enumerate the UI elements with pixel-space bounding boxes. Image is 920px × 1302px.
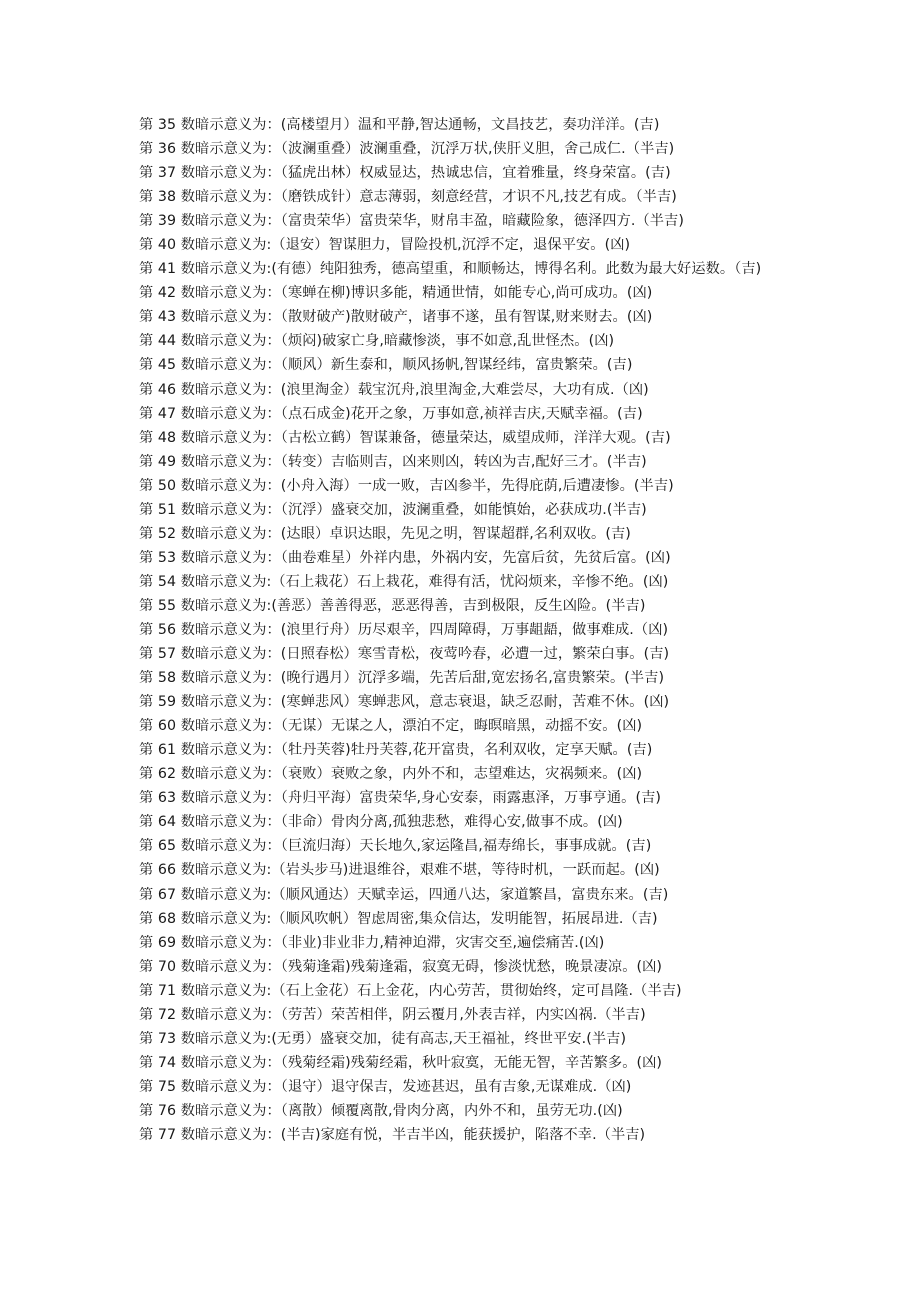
text-line: 第 43 数暗示意义为：（散财破产)散财破产，诸事不遂，虽有智谋,财来财去。(凶)	[139, 309, 653, 326]
text-line: 第 56 数暗示意义为：(浪里行舟）历尽艰辛，四周障碍，万事龃龉，做事难成.（凶)	[139, 621, 669, 638]
text-line: 第 61 数暗示意义为：（牡丹芙蓉)牡丹芙蓉,花开富贵，名利双收，定享天赋。(吉)	[139, 742, 653, 759]
text-line: 第 35 数暗示意义为：(高楼望月）温和平静,智达通畅，文昌技艺，奏功洋洋。(吉)	[139, 117, 660, 133]
text-line: 第 58 数暗示意义为：(晚行遇月）沉浮多端，先苦后甜,宽宏扬名,富贵繁荣。(半吉)	[139, 670, 665, 687]
text-line: 第 40 数暗示意义为:（退安）智谋胆力，冒险投机,沉浮不定，退保平安。(凶)	[139, 237, 631, 254]
text-line: 第 50 数暗示意义为：(小舟入海）一成一败，吉凶参半，先得庇荫,后遭凄惨。(半吉)	[139, 477, 674, 494]
text-line: 第 67 数暗示意义为:（顺风通达）天赋幸运，四通八达，家道繁昌，富贵东来。(吉)	[139, 886, 669, 903]
document-body	[139, 113, 819, 1147]
text-line: 第 65 数暗示意义为：（巨流归海）天长地久,家运隆昌,福寿绵长，事事成就。(吉)	[139, 838, 652, 855]
text-line: 第 57 数暗示意义为：(日照春松）寒雪青松，夜莺吟春，必遭一过，繁荣白事。(吉)	[139, 646, 670, 663]
text-line: 第 36 数暗示意义为：（波澜重叠）波澜重叠，沉浮万状,侠肝义胆，舍己成仁.（半吉)	[139, 141, 675, 158]
text-line: 第 59 数暗示意义为：(寒蝉悲风）寒蝉悲风，意志衰退，缺乏忍耐，苦难不休。(凶)	[139, 694, 670, 711]
text-line: 第 70 数暗示意义为：（残菊逢霜)残菊逢霜，寂寞无碍，惨淡忧愁，晚景凄凉。(凶)	[139, 958, 663, 975]
text-line: 第 42 数暗示意义为：（寒蝉在柳)博识多能，精通世情，如能专心,尚可成功。(凶)	[139, 285, 653, 302]
text-line: 第 66 数暗示意义为:（岩头步马)进退维谷，艰难不堪，等待时机，一跃而起。(凶)	[139, 862, 660, 879]
text-line: 第 64 数暗示意义为：（非命）骨肉分离,孤独悲愁，难得心安,做事不成。(凶)	[139, 814, 623, 831]
text-line: 第 53 数暗示意义为：（曲卷难星）外祥内患，外祸内安，先富后贫，先贫后富。(凶)	[139, 549, 671, 566]
text-line: 第 77 数暗示意义为：(半吉)家庭有悦，半吉半凶，能获援护，陷落不幸.（半吉)	[139, 1126, 646, 1143]
text-line: 第 46 数暗示意义为：(浪里淘金）载宝沉舟,浪里淘金,大难尝尽，大功有成.（凶)	[139, 381, 649, 398]
text-line: 第 39 数暗示意义为：（富贵荣华）富贵荣华，财帛丰盈，暗藏险象，德泽四方.（半吉)	[139, 213, 684, 230]
text-line: 第 45 数暗示意义为：（顺风）新生泰和，顺风扬帆,智谋经纬，富贵繁荣。(吉)	[139, 357, 633, 374]
text-line: 第 72 数暗示意义为：（劳苦）荣苦相伴，阴云覆月,外表吉祥，内实凶祸.（半吉)	[139, 1006, 646, 1023]
text-line: 第 68 数暗示意义为:（顺风吹帆）智虑周密,集众信达，发明能智，拓展昂进.（吉)	[139, 910, 658, 927]
text-line: 第 62 数暗示意义为：（衰败）衰败之象，内外不和，志望难达，灾祸频来。(凶)	[139, 766, 643, 783]
text-line: 第 44 数暗示意义为：（烦闷)破家亡身,暗藏惨淡，事不如意,乱世怪杰。(凶)	[139, 333, 615, 350]
text-line: 第 54 数暗示意义为:（石上栽花）石上栽花，难得有活，忧闷烦来，辛惨不绝。(凶)	[139, 573, 669, 590]
text-line: 第 69 数暗示意义为：（非业)非业非力,精神迫滞，灾害交至,遍偿痛苦.(凶)	[139, 934, 605, 951]
text-line: 第 55 数暗示意义为:(善恶）善善得恶，恶恶得善，吉到极限，反生凶险。(半吉)	[139, 597, 646, 614]
text-line: 第 38 数暗示意义为：（磨铁成针）意志薄弱，刻意经营，才识不凡,技艺有成。（半吉)	[139, 189, 677, 206]
text-line: 第 41 数暗示意义为:(有德）纯阳独秀，德高望重，和顺畅达，博得名利。此数为最大好运数。（吉)	[139, 261, 762, 278]
text-line: 第 48 数暗示意义为：（古松立鹤）智谋兼备，德量荣达，威望成师，洋洋大观。(吉)	[139, 429, 671, 446]
text-line: 第 49 数暗示意义为：（转变）吉临则吉，凶来则凶，转凶为吉,配好三才。(半吉)	[139, 453, 647, 470]
text-line: 第 37 数暗示意义为：（猛虎出林）权威显达，热诚忠信，宜着雅量，终身荣富。(吉)	[139, 165, 671, 182]
text-line: 第 63 数暗示意义为：（舟归平海）富贵荣华,身心安泰，雨露惠泽，万事亨通。(吉)	[139, 790, 662, 807]
text-line: 第 74 数暗示意义为：（残菊经霜)残菊经霜，秋叶寂寞，无能无智，辛苦繁多。(凶)	[139, 1054, 663, 1071]
text-line: 第 76 数暗示意义为：（离散）倾覆离散,骨肉分离，内外不和，虽劳无功.(凶)	[139, 1102, 623, 1119]
text-line: 第 52 数暗示意义为：(达眼）卓识达眼，先见之明，智谋超群,名利双收。(吉)	[139, 525, 631, 542]
text-line: 第 71 数暗示意义为:（石上金花）石上金花，内心劳苦，贯彻始终，定可昌隆.（半吉)	[139, 982, 682, 999]
text-line: 第 51 数暗示意义为：（沉浮）盛衰交加，波澜重叠，如能慎始，必获成功.(半吉)	[139, 501, 647, 518]
text-line: 第 75 数暗示意义为：（退守）退守保吉，发迹甚迟，虽有吉象,无谋难成.（凶)	[139, 1078, 632, 1095]
text-line: 第 73 数暗示意义为:(无勇）盛衰交加，徒有高志,天王福祉，终世平安.(半吉)	[139, 1030, 627, 1047]
text-line: 第 47 数暗示意义为：（点石成金)花开之象，万事如意,祯祥吉庆,天赋幸福。(吉)	[139, 405, 643, 422]
text-line: 第 60 数暗示意义为：（无谋）无谋之人，漂泊不定，晦暝暗黑，动摇不安。(凶)	[139, 718, 643, 735]
